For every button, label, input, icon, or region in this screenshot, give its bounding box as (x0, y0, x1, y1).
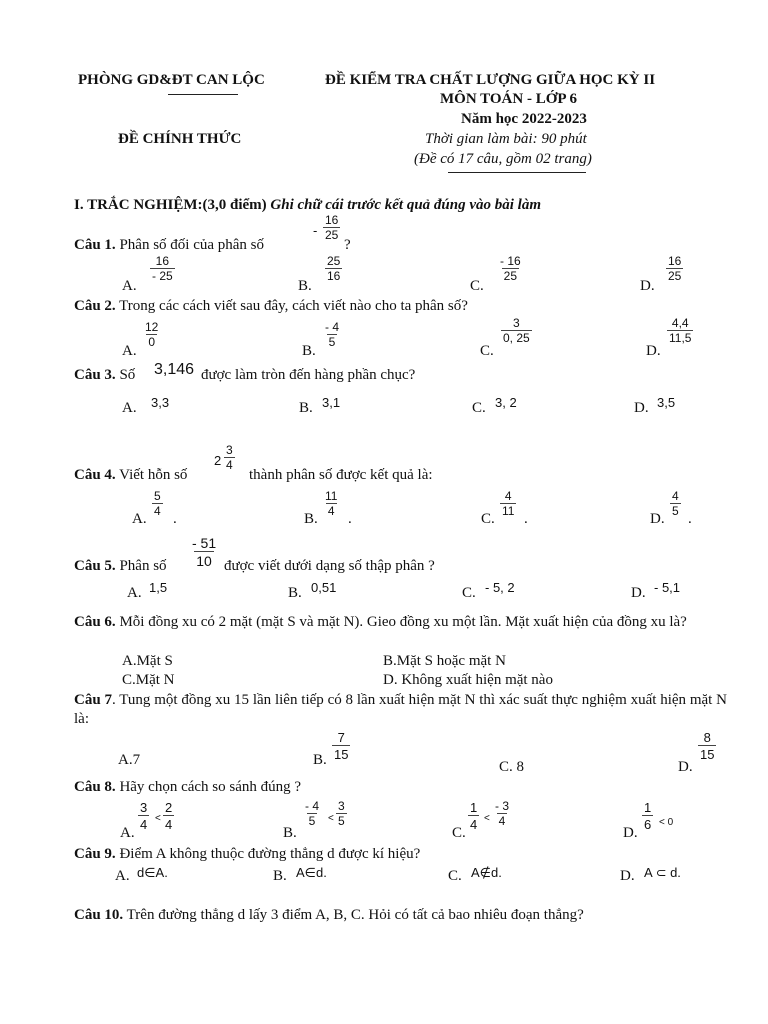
option-label: C. (470, 278, 484, 294)
option-c-value: 3, 2 (495, 395, 517, 410)
option-label: A. (122, 343, 137, 359)
option-d-fraction: $\frac{8}{15}$ (700, 730, 715, 762)
question-2 (74, 297, 468, 315)
option-d-value: - 5,1 (654, 580, 681, 595)
option-label: A. (127, 585, 142, 601)
question-8 (74, 778, 301, 796)
option-label: A. (122, 278, 137, 294)
question-number: Câu 9. (74, 846, 116, 862)
option-label: D. (634, 400, 649, 416)
option-b-fraction: $\frac{11}{4}$ (325, 489, 338, 518)
option-a-fraction: $\frac{16}{- 25}$ (152, 254, 173, 283)
option-label: B. (288, 585, 302, 601)
option-a: A.Mặt S (122, 653, 173, 669)
question-text-2: được viết dưới dạng số thập phân ? (224, 558, 435, 574)
mixed-whole: 2 (214, 453, 222, 468)
exam-subject: MÔN TOÁN - LỚP 6 (440, 91, 577, 107)
option-b-right-fraction: $\frac{3}{5}$ (338, 799, 345, 828)
option-a-left-fraction: $\frac{3}{4}$ (140, 800, 148, 832)
comparison-sign: < (328, 813, 334, 824)
question-4 (74, 466, 187, 484)
school-name: PHÒNG GD&ĐT CAN LỘC (78, 72, 265, 88)
exam-year: Năm học 2022-2023 (461, 111, 587, 127)
question-number: Câu 3. (74, 367, 116, 383)
comparison-sign: < 0 (659, 817, 674, 828)
official-label: ĐỀ CHÍNH THỨC (118, 131, 242, 147)
question-text: Hãy chọn cách so sánh đúng ? (119, 779, 302, 795)
school-underline (168, 94, 238, 95)
option-label: B. (298, 278, 312, 294)
option-label: A. (132, 511, 147, 527)
option-d-value: 3,5 (657, 395, 676, 410)
question-number: Câu 6. (74, 614, 116, 630)
option-c-fraction: $\frac{- 16}{25}$ (500, 254, 521, 283)
comparison-sign: < (155, 813, 161, 824)
question-number: Câu 10. (74, 907, 124, 923)
option-a-right-fraction: $\frac{2}{4}$ (165, 800, 173, 832)
option-label: C. (452, 825, 466, 841)
option-label: D. (646, 343, 661, 359)
question-text-2: thành phân số được kết quả là: (249, 467, 433, 483)
fraction: $\frac{- 51}{10}$ (192, 535, 217, 569)
question-number: Câu 5. (74, 558, 116, 574)
option-label: D. (631, 585, 646, 601)
question-3 (74, 366, 135, 384)
option-c-fraction: $\frac{4}{11}$ (502, 489, 515, 518)
header-underline (448, 172, 586, 173)
comparison-sign: < (484, 813, 490, 824)
option-label: A. (115, 868, 130, 884)
option-label: D. (620, 868, 635, 884)
option-b: B.Mặt S hoặc mặt N (383, 653, 506, 669)
option-c-left-fraction: $\frac{1}{4}$ (470, 800, 478, 832)
question-text: Trên đường thẳng d lấy 3 điểm A, B, C. Hỏi có tất cả bao nhiêu đoạn thẳng? (126, 907, 584, 923)
option-b-fraction: $\frac{- 4}{5}$ (325, 320, 340, 349)
question-10 (74, 906, 584, 924)
option-label: B. (313, 752, 327, 768)
option-label: D. (623, 825, 638, 841)
option-label: B. (283, 825, 297, 841)
question-number: Câu 8. (74, 779, 116, 795)
period: . (348, 511, 352, 527)
option-label: D. (650, 511, 665, 527)
mixed-fraction: $\frac{3}{4}$ (226, 443, 233, 472)
question-text: Mỗi đồng xu có 2 mặt (mặt S và mặt N). Gieo đồng xu một lần. Mặt xuất hiện của đồng xu là? (119, 614, 687, 630)
question-6 (74, 613, 727, 632)
question-text: Viết hỗn số (119, 467, 188, 483)
option-label: C. (481, 511, 495, 527)
option-c-fraction: $\frac{3}{0, 25}$ (503, 316, 530, 345)
option-label: B. (304, 511, 318, 527)
question-prefix: Số (119, 367, 136, 383)
option-label: C. (448, 868, 462, 884)
option-b-fraction: $\frac{25}{16}$ (327, 254, 341, 283)
question-number: Câu 7 (74, 692, 112, 708)
option-label: D. (678, 759, 693, 775)
option-c: C. 8 (499, 759, 525, 775)
exam-title: ĐỀ KIỂM TRA CHẤT LƯỢNG GIỮA HỌC KỲ II (325, 72, 656, 88)
option-c-symbol: A∉d. (471, 865, 502, 880)
question-text: Phân số đối của phân số (119, 237, 265, 253)
question-text: được làm tròn đến hàng phần chục? (201, 367, 416, 383)
option-label: B. (302, 343, 316, 359)
option-label: A. (122, 400, 137, 416)
option-label: A. (120, 825, 135, 841)
option-a-symbol: d∈A. (137, 865, 168, 880)
option-label: C. (472, 400, 486, 416)
exam-time: Thời gian làm bài: 90 phút (425, 131, 587, 147)
section-title: I. TRẮC NGHIỆM:(3,0 điểm) (74, 197, 267, 213)
question-text: Điểm A không thuộc đường thẳng d được kí hiệu? (119, 846, 421, 862)
option-c: C.Mặt N (122, 672, 175, 688)
option-d-fraction: $\frac{1}{6}$ (644, 800, 652, 832)
option-label: C. (480, 343, 494, 359)
question-text: . Tung một đồng xu 15 lần liên tiếp có 8 lần xuất hiện mặt N thì xác suất thực nghiệm xuất hiện mặt N là: (74, 692, 727, 727)
option-label: D. (640, 278, 655, 294)
fraction: $\frac{16}{25}$ (325, 213, 339, 242)
period: . (173, 511, 177, 527)
question-text: Phân số (119, 558, 167, 574)
option-b-fraction: $\frac{7}{15}$ (334, 730, 349, 762)
option-d-fraction: $\frac{4,4}{11,5}$ (669, 316, 692, 345)
period: . (524, 511, 528, 527)
option-label: C. (462, 585, 476, 601)
minus-sign: - (313, 223, 318, 238)
question-9 (74, 845, 420, 863)
question-1 (74, 236, 264, 254)
option-b-left-fraction: $\frac{- 4}{5}$ (305, 799, 320, 828)
option-b-symbol: A∈d. (296, 865, 327, 880)
section-heading (74, 196, 541, 214)
option-label: B. (299, 400, 313, 416)
option-label: B. (273, 868, 287, 884)
question-number: Câu 1. (74, 237, 116, 253)
section-instruction: Ghi chữ cái trước kết quả đúng vào bài làm (270, 197, 542, 213)
option-d: D. Không xuất hiện mặt nào (383, 672, 553, 688)
option-a-fraction: $\frac{5}{4}$ (154, 489, 161, 518)
option-b-value: 3,1 (322, 395, 341, 410)
exam-page-count: (Đề có 17 câu, gồm 02 trang) (414, 151, 592, 167)
question-number: Câu 2. (74, 298, 116, 314)
question-7 (74, 691, 727, 729)
option-a-fraction: $\frac{12}{0}$ (145, 320, 159, 349)
question-mark: ? (344, 237, 351, 253)
decimal-value: 3,146 (154, 361, 195, 378)
option-d-fraction: $\frac{16}{25}$ (668, 254, 682, 283)
question-5 (74, 557, 167, 575)
question-text: Trong các cách viết sau đây, cách viết nào cho ta phân số? (119, 298, 468, 314)
option-a: A.7 (118, 752, 141, 768)
option-c-value: - 5, 2 (485, 580, 515, 595)
question-number: Câu 4. (74, 467, 116, 483)
option-b-value: 0,51 (311, 580, 337, 595)
option-a-value: 3,3 (151, 395, 170, 410)
period: . (688, 511, 692, 527)
option-d-fraction: $\frac{4}{5}$ (672, 489, 679, 518)
option-d-symbol: A ⊂ d. (644, 865, 681, 880)
option-a-value: 1,5 (149, 580, 168, 595)
option-c-right-fraction: $\frac{- 3}{4}$ (495, 799, 510, 828)
